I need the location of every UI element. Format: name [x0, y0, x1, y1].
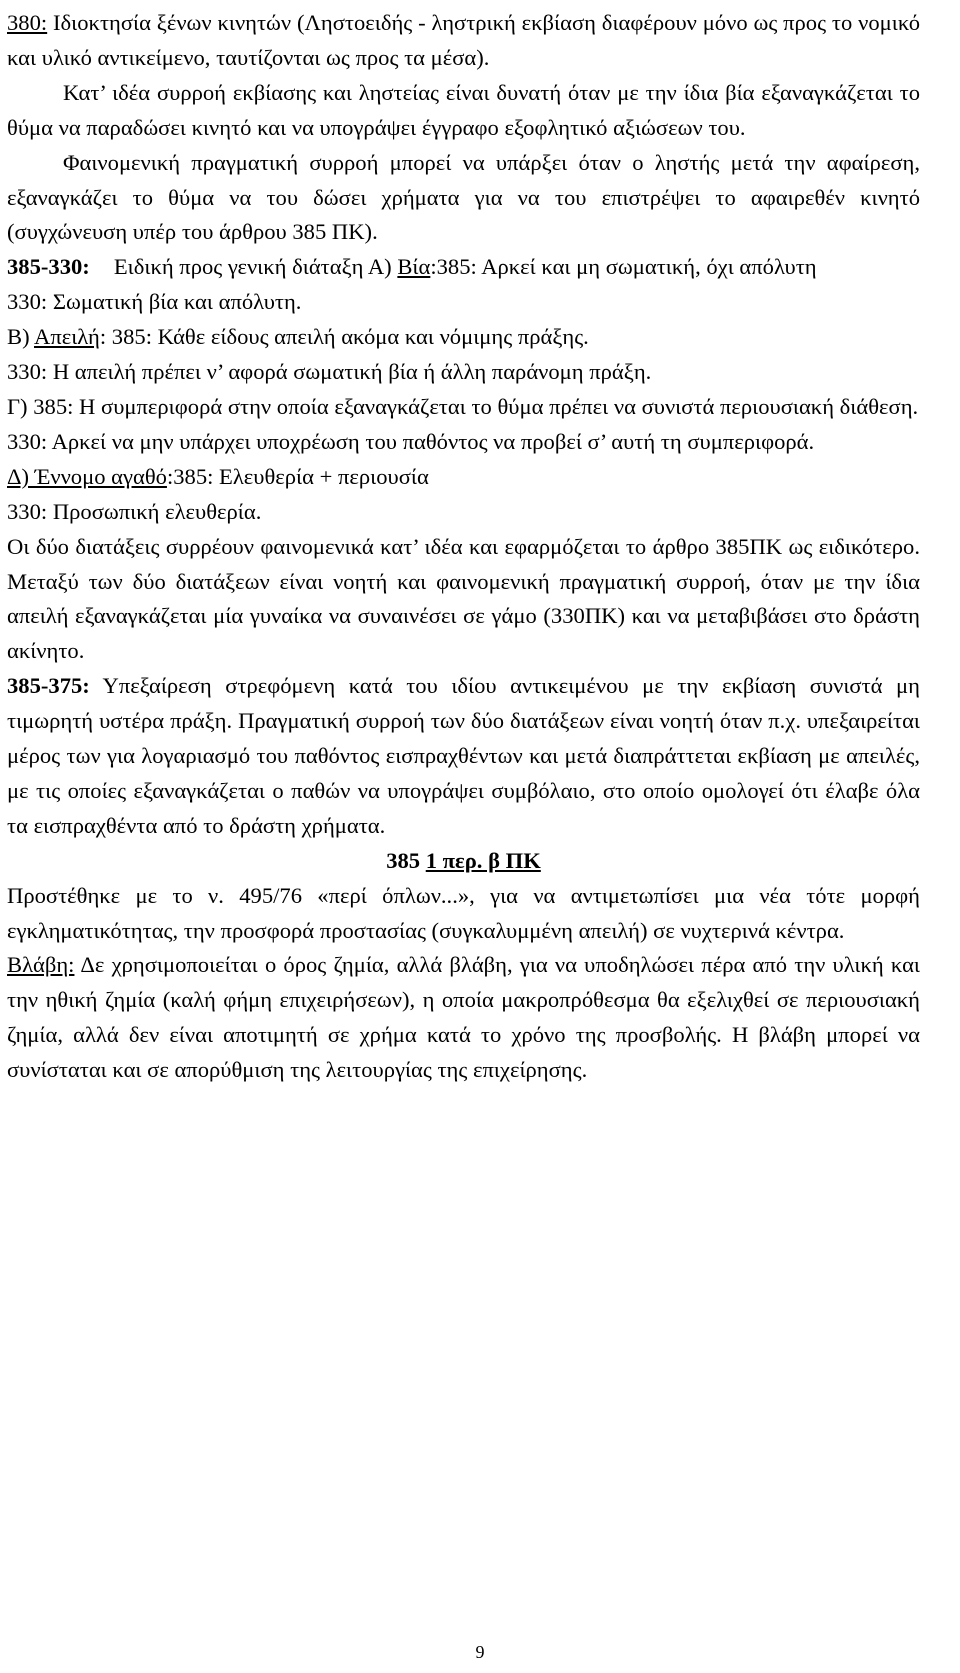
paragraph-380 [7, 6, 920, 76]
term-violence: Βία [397, 254, 431, 280]
paragraph-concurrence-ideal: Κατ’ ιδέα συρροή εκβίασης και ληστείας είναι δυνατή όταν με την ίδια βία εξαναγκάζεται το θύμα να παραδώσει κινητό και να υπογράψει έγγραφο εξοφλητικό αξιώσεων του. [7, 79, 920, 140]
paragraph-385-330 [7, 250, 920, 285]
p6-text: : 385: Κάθε είδους απειλή ακόμα και νόμιμης πράξης. [99, 324, 589, 350]
paragraph-threat [7, 320, 920, 355]
paragraph-330-freedom: 330: Προσωπική ελευθερία. [7, 498, 262, 524]
paragraph-legal-good [7, 460, 920, 495]
ref-380: 380: [7, 10, 48, 35]
ref-385-330: 385-330: [7, 254, 90, 280]
section-heading [7, 844, 920, 879]
p6-prefix: Β) [7, 324, 34, 350]
p4-text-a: Ειδική προς γενική διάταξη Α) [113, 254, 398, 280]
p1-text: Ιδιοκτησία ξένων κινητών (Ληστοειδής - ληστρική εκβίαση διαφέρουν μόνο ως προς το νομικό και υλικό αντικείμενο, ταυτίζονται ως προς τα μέσα). [7, 10, 920, 70]
paragraph-law-495-76: Προστέθηκε με το ν. 495/76 «περί όπλων...», για να αντιμετωπίσει μια νέα τότε μορφή εγκληματικότητας, την προσφορά προστασίας (συγκαλυμμένη απειλή) σε νυχτερινά κέντρα. [7, 882, 920, 943]
paragraph-apparent-concurrence: Οι δύο διατάξεις συρρέουν φαινομενικά κατ’ ιδέα και εφαρμόζεται το άρθρο 385ΠΚ ως ειδικότερο. Μεταξύ των δύο διατάξεων είναι νοητή και φαινομενική πραγματική συρροή, όταν με την ίδια απειλή εξαναγκάζεται μία γυναίκα να συναινέσει σε γάμο (330ΠΚ) και να μεταβιβάσει στο δράστη ακίνητο. [7, 533, 920, 664]
paragraph-330-violence: 330: Σωματική βία και απόλυτη. [7, 289, 302, 315]
term-threat: Απειλή [34, 324, 100, 350]
page-number: 9 [475, 1642, 485, 1662]
term-harm: Βλάβη: [7, 952, 75, 978]
paragraph-concurrence-apparent: Φαινομενική πραγματική συρροή μπορεί να υπάρξει όταν ο ληστής μετά την αφαίρεση, εξαναγκάζει το θύμα να του δώσει χρήματα για να του επιστρέψει το αφαιρεθέν κινητό (συγχώνευση υπέρ του άρθρου 385 ΠΚ). [7, 149, 920, 245]
p10-text: :385: Ελευθερία + περιουσία [166, 463, 429, 489]
heading-article: 385 [386, 847, 426, 873]
paragraph-330-threat: 330: Η απειλή πρέπει ν’ αφορά σωματική βία ή άλλη παράνομη πράξη. [7, 359, 652, 385]
paragraph-330-conduct: 330: Αρκεί να μην υπάρχει υποχρέωση του παθόντος να προβεί σ’ αυτή τη συμπεριφορά. [7, 428, 815, 454]
p4-text-b: :385: Αρκεί και μη σωματική, όχι απόλυτη [430, 254, 817, 280]
ref-385-375: 385-375: [7, 673, 90, 699]
paragraph-harm [7, 948, 920, 1088]
p15-text: Δε χρησιμοποιείται ο όρος ζημία, αλλά βλάβη, για να υποδηλώσει πέρα από την υλική και την ηθική ζημία (καλή φήμη επιχειρήσεων), η οποία μακροπρόθεσμα θα εξελιχθεί σε περιουσιακή ζημία, αλλά δεν είναι αποτιμητή σε χρήμα κατά το χρόνο της προσβολής. Η βλάβη μπορεί να συνίσταται και σε απορύθμιση της λειτουργίας της επιχείρησης. [7, 952, 920, 1083]
heading-paragraph: 1 περ. β ΠΚ [425, 847, 541, 873]
paragraph-conduct: Γ) 385: Η συμπεριφορά στην οποία εξαναγκάζεται το θύμα πρέπει να συνιστά περιουσιακή διάθεση. [7, 393, 919, 419]
term-legal-good: Δ) Έννομο αγαθό [7, 463, 167, 489]
paragraph-385-375 [7, 669, 920, 844]
p13-text: Υπεξαίρεση στρεφόμενη κατά του ιδίου αντικειμένου με την εκβίαση συνιστά μη τιμωρητή υστέρα πράξη. Πραγματική συρροή των δύο διατάξεων είναι νοητή όταν π.χ. υπεξαιρείται μέρος των για λογαριασμό του παθόντος εισπραχθέντων και μετά διαπράττεται εκβίαση με απειλές, με τις οποίες εξαναγκάζεται ο παθών να υπογράψει συμβόλαιο, στο οποίο ομολογεί ότι έλαβε όλα τα εισπραχθέντα από το δράστη χρήματα. [7, 673, 920, 838]
